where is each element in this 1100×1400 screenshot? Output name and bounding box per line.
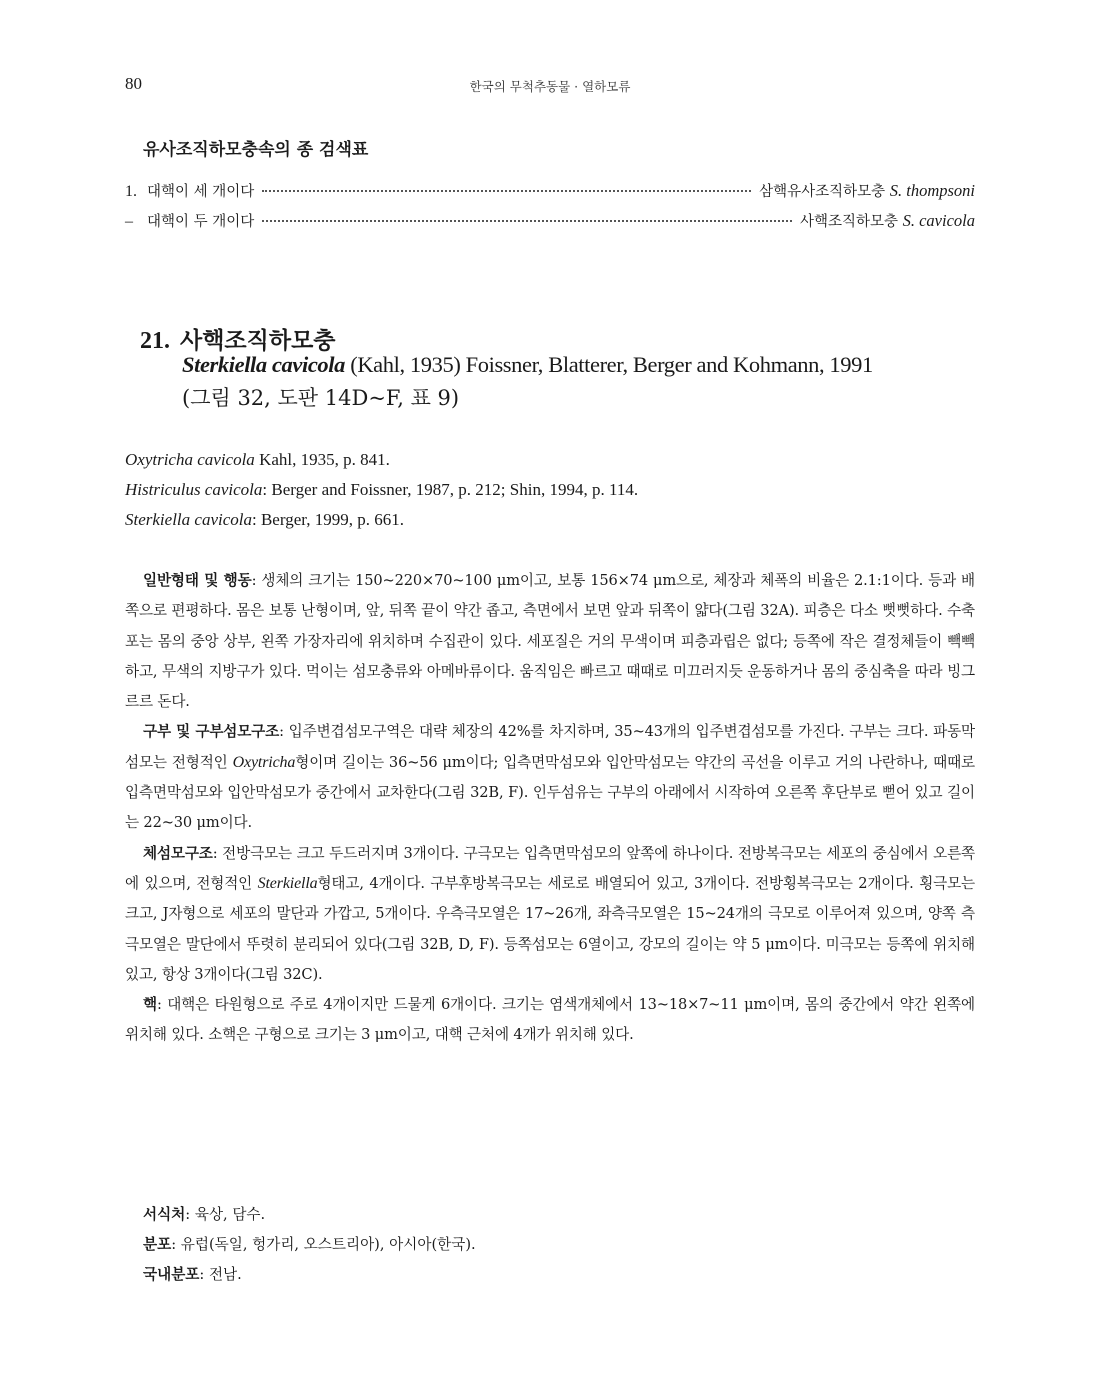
- domestic-distribution-heading: 국내분포: [143, 1266, 200, 1283]
- species-heading: [140, 322, 990, 412]
- description-body: [125, 566, 975, 1051]
- key-result-korean: 삼핵유사조직하모충: [759, 184, 886, 200]
- distribution-text: : 유럽(독일, 헝가리, 오스트리아), 아시아(한국).: [171, 1236, 476, 1253]
- synonym-name: Sterkiella cavicola: [125, 510, 252, 529]
- key-row: [125, 180, 975, 210]
- species-korean-name: 사핵조직하모충: [180, 327, 336, 354]
- section-text: : 생체의 크기는 150~220×70~100 μm이고, 보통 156×74 μm으로, 체장과 체폭의 비율은 2.1:1이다. 등과 배쪽으로 편평하다. 몸은 보통 난형이며, 앞, 뒤쪽 끝이 약간 좁고, 측면에서 보면 앞과 뒤쪽이 얇다(그림 32A). 피층은 다소 뻣뻣하다. 수축포는 몸의 중앙 상부, 왼쪽 가장자리에 위치하며 수집관이 있다. 세포질은 거의 무색이며 피층과립은 없다; 등쪽에 작은 결정체들이 빽빽하고, 무색의 지방구가 있다. 먹이는 섬모충류와 아메바류이다. 움직임은 빠르고 때때로 미끄러지듯 운동하거나 몸의 중심축을 따라 빙그르르 돈다.: [125, 572, 975, 711]
- synonym-name: Oxytricha cavicola: [125, 450, 255, 469]
- habitat-line: [125, 1200, 476, 1230]
- key-title: 유사조직하모충속의 종 검색표: [143, 140, 369, 160]
- key-result-scientific: S. cavicola: [902, 211, 975, 230]
- domestic-distribution-text: : 전남.: [199, 1266, 242, 1283]
- species-binomial: [182, 352, 990, 382]
- somatic-ciliature-paragraph: [125, 839, 975, 990]
- habitat-text: : 육상, 담수.: [185, 1206, 266, 1223]
- distribution-heading: 분포: [143, 1236, 172, 1253]
- section-text: 형이며 길이는 36~56 μm이다; 입측면막섬모와 입안막섬모는 약간의 곡선을 이루고 거의 나란하나, 때때로 입측면막섬모와 입안막섬모가 중간에서 교차한다(그림 32B, F). 인두섬유는 구부의 아래에서 시작하여 오른쪽 후단부로 뻗어 있고 길이는 22~30 μm이다.: [125, 753, 975, 832]
- identification-key: [125, 180, 975, 240]
- habitat-heading: 서식처: [143, 1206, 186, 1223]
- leader-dots: [262, 220, 792, 222]
- section-heading: 일반형태 및 행동: [143, 572, 252, 589]
- key-number: 1.: [125, 183, 137, 200]
- section-text: : 대핵은 타원형으로 주로 4개이지만 드물게 6개이다. 크기는 염색개체에서 13~18×7~11 μm이며, 몸의 중간에서 약간 왼쪽에 위치해 있다. 소핵은 구형으로 크기는 3 μm이고, 대핵 근처에 4개가 위치해 있다.: [125, 996, 975, 1044]
- key-couplet: [125, 180, 254, 201]
- oral-ciliature-paragraph: [125, 717, 975, 838]
- synonym-name: Histriculus cavicola: [125, 480, 263, 499]
- key-result: [800, 210, 975, 231]
- synonym-list: [125, 445, 638, 535]
- key-result-scientific: S. thompsoni: [889, 181, 975, 200]
- key-couplet: [125, 210, 254, 231]
- species-scientific-name: Sterkiella cavicola: [182, 352, 345, 377]
- key-row: [125, 210, 975, 240]
- species-title: [140, 322, 990, 352]
- species-number: 21.: [140, 328, 170, 354]
- key-result: [759, 180, 975, 201]
- synonym-entry: [125, 445, 638, 475]
- section-heading: 핵: [143, 996, 157, 1014]
- key-text: 대핵이 두 개이다: [147, 214, 255, 230]
- genus-name: Sterkiella: [257, 874, 318, 892]
- page-header: [125, 74, 975, 98]
- general-morphology-paragraph: [125, 566, 975, 717]
- synonym-citation: Kahl, 1935, p. 841.: [254, 450, 390, 469]
- section-heading: 체섬모구조: [143, 844, 213, 862]
- key-result-korean: 사핵조직하모충: [799, 214, 898, 230]
- section-text: : 입주변겹섬모구역은 대략 체장의 42%를 차지하며, 35~43개의 입주변겹섬모를 가진다. 구부는 크다. 파동막섬모는 전형적인: [125, 723, 975, 771]
- leader-dots: [262, 190, 751, 192]
- section-text: : 전방극모는 크고 두드러지며 3개이다. 구극모는 입측면막섬모의 앞쪽에 하나이다. 전방복극모는 세포의 중심에서 오른쪽에 있으며, 전형적인: [125, 844, 975, 892]
- synonym-entry: [125, 475, 638, 505]
- genus-name: Oxytricha: [232, 753, 296, 771]
- domestic-distribution-line: [125, 1260, 476, 1290]
- nucleus-paragraph: [125, 990, 975, 1051]
- synonym-citation: : Berger, 1999, p. 661.: [251, 510, 404, 529]
- synonym-entry: [125, 505, 638, 535]
- key-text: 대핵이 세 개이다: [147, 184, 255, 200]
- key-number: –: [125, 213, 133, 230]
- section-text: 형태고, 4개이다. 구부후방복극모는 세로로 배열되어 있고, 3개이다. 전방횡복극모는 2개이다. 횡극모는 크고, J자형으로 세포의 말단과 가깝고, 5개이다. 우측극모열은 17~26개, 좌측극모열은 15~24개의 극모로 이루어져 있으며, 양쪽 측극모열은 말단에서 뚜렷히 분리되어 있다(그림 32B, D, F). 등쪽섬모는 6열이고, 강모의 길이는 약 5 μm이다. 미극모는 등쪽에 위치해 있고, 항상 3개이다(그림 32C).: [125, 874, 975, 983]
- page-number: 80: [125, 74, 142, 93]
- figure-reference: (그림 32, 도판 14D~F, 표 9): [182, 386, 460, 410]
- species-authority: (Kahl, 1935) Foissner, Blatterer, Berger and Kohmann, 1991: [350, 352, 873, 377]
- section-heading: 구부 및 구부섬모구조: [143, 723, 280, 741]
- distribution-line: [125, 1230, 476, 1260]
- synonym-citation: : Berger and Foissner, 1987, p. 212; Shin, 1994, p. 114.: [262, 480, 639, 499]
- habitat-distribution: [125, 1200, 476, 1290]
- running-title: 한국의 무척추동물 · 열하모류: [469, 79, 631, 94]
